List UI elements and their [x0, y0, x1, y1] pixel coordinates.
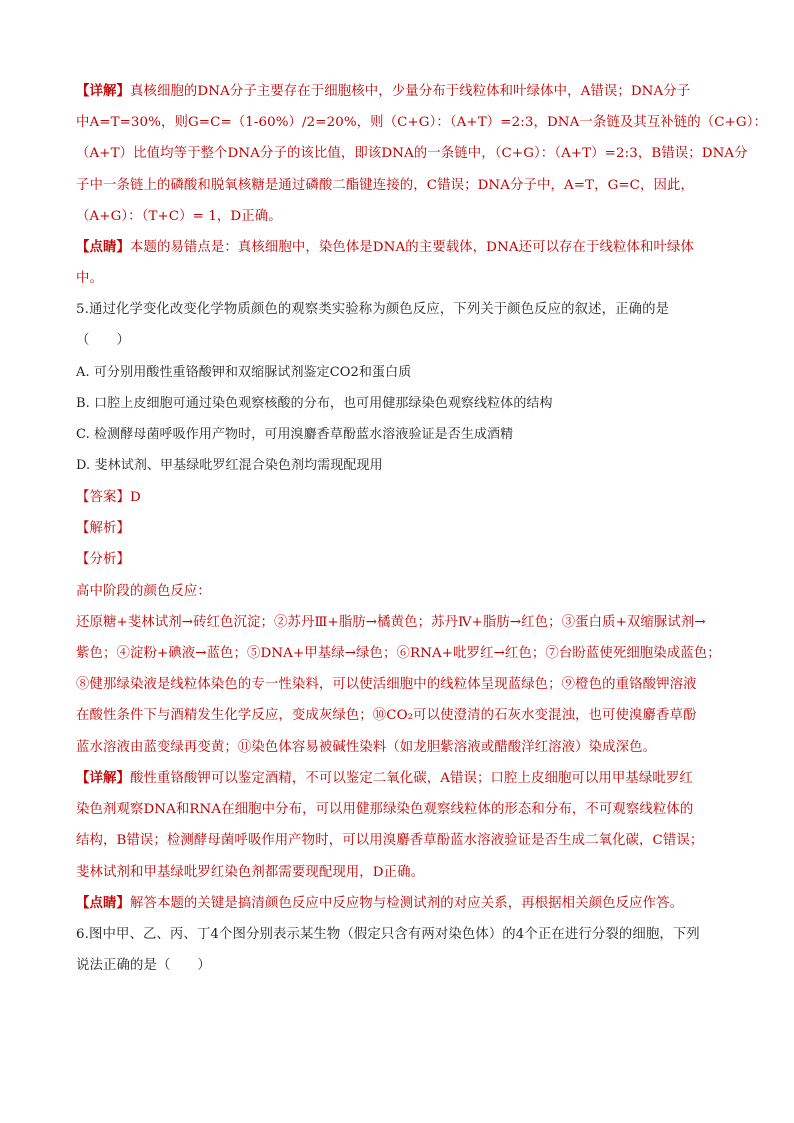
q5-analysis-tag: 【解析】 [76, 521, 130, 536]
q5-analysis-line-6: 蓝水溶液由蓝变绿再变黄；⑪染色体容易被碱性染料（如龙胆紫溶液或醋酸洋红溶液）染成深色。 [76, 740, 657, 755]
q5-option-b: B. 口腔上皮细胞可通过染色观察核酸的分布，也可用健那绿染色观察线粒体的结构 [76, 396, 553, 411]
q5-analysis-line-3: 紫色；④淀粉+碘液→蓝色；⑤DNA+甲基绿→绿色；⑥RNA+吡罗红→红色；⑦台盼蓝使死细胞染成蓝色； [76, 646, 721, 661]
q5-detail-line-4: 斐林试剂和甲基绿吡罗红染色剂都需要现配现用，D正确。 [76, 865, 425, 880]
q5-option-a: A. 可分别用酸性重铬酸钾和双缩脲试剂鉴定CO2和蛋白质 [76, 365, 412, 380]
q5-stem-line-2: （ ） [76, 333, 130, 348]
q6-stem-line-1: 6.图中甲、乙、丙、丁4个图分别表示某生物（假定只含有两对染色体）的4个正在进行分裂的细胞，下列 [76, 927, 700, 942]
note-tag: 【点睛】 [76, 239, 130, 255]
q4-detail-line-1: 【详解】真核细胞的DNA分子主要存在于细胞核中，少量分布于线粒体和叶绿体中，A错误；DNA分子 [76, 83, 691, 99]
q4-note-line-1: 【点睛】本题的易错点是：真核细胞中，染色体是DNA的主要载体，DNA还可以存在于线粒体和叶绿体 [76, 239, 694, 255]
q4-detail-line-5: （A+G）：（T+C）= 1，D正确。 [76, 209, 282, 224]
q4-note-line-2: 中。 [76, 271, 103, 286]
detail-tag: 【详解】 [76, 83, 130, 99]
q5-stem-line-1: 5.通过化学变化改变化学物质颜色的观察类实验称为颜色反应，下列关于颜色反应的叙述，正确的是 [76, 302, 670, 317]
q5-detail-line-1: 【详解】酸性重铬酸钾可以鉴定酒精，不可以鉴定二氧化碳，A错误；口腔上皮细胞可以用甲基绿吡罗红 [76, 770, 693, 786]
detail-tag: 【详解】 [76, 770, 130, 786]
q5-option-d: D. 斐林试剂、甲基绿吡罗红混合染色剂均需现配现用 [76, 458, 383, 473]
q4-detail-line-2: 中A=T=30%，则G=C=（1-60%）/2=20%，则（C+G）：（A+T）=2:3，DNA一条链及其互补链的（C+G）： [76, 115, 768, 130]
q5-analysis-line-2: 还原糖+斐林试剂→砖红色沉淀；②苏丹Ⅲ+脂肪→橘黄色；苏丹Ⅳ+脂肪→红色；③蛋白质+双缩脲试剂→ [76, 615, 706, 630]
q5-analysis-sub-tag: 【分析】 [76, 552, 130, 567]
q4-detail-line-3: （A+T）比值均等于整个DNA分子的该比值，即该DNA的一条链中，（C+G）：（A+T）=2:3，B错误；DNA分 [76, 146, 748, 161]
q5-note-line: 【点睛】解答本题的关键是搞清颜色反应中反应物与检测试剂的对应关系，再根据相关颜色反应作答。 [76, 895, 684, 911]
q5-analysis-line-5: 在酸性条件下与酒精发生化学反应，变成灰绿色；⑩CO₂可以使澄清的石灰水变混浊，也可使溴麝香草酚 [76, 708, 697, 723]
q6-stem-line-2: 说法正确的是（ ） [76, 958, 211, 973]
q4-detail-line-4: 子中一条链上的磷酸和脱氧核糖是通过磷酸二酯键连接的，C错误；DNA分子中，A=T，G=C，因此， [76, 178, 694, 193]
q5-analysis-line-1: 高中阶段的颜色反应： [76, 584, 211, 599]
q5-detail-line-2: 染色剂观察DNA和RNA在细胞中分布，可以用健那绿染色观察线粒体的形态和分布，不可观察线粒体的 [76, 802, 694, 817]
note-tag: 【点睛】 [76, 895, 130, 911]
q5-option-c: C. 检测酵母菌呼吸作用产物时，可用溴麝香草酚蓝水溶液验证是否生成酒精 [76, 427, 514, 442]
q5-detail-line-3: 结构，B错误；检测酵母菌呼吸作用产物时，可以用溴麝香草酚蓝水溶液验证是否生成二氧化碳，C错误； [76, 833, 704, 848]
q5-answer: 【答案】D [76, 490, 141, 505]
q5-analysis-line-4: ⑧健那绿染液是线粒体染色的专一性染料，可以使活细胞中的线粒体呈现蓝绿色；⑨橙色的重铬酸钾溶液 [76, 677, 697, 692]
